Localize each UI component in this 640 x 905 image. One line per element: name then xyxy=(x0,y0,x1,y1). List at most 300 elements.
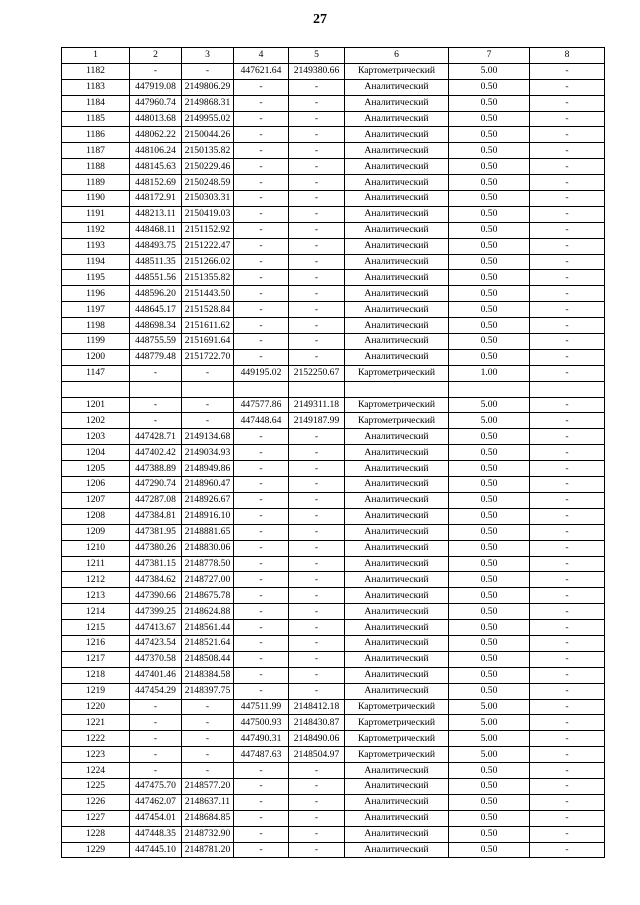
y-coord-alt-cell: - xyxy=(289,778,345,794)
method-cell: Аналитический xyxy=(345,302,449,318)
method-cell: Аналитический xyxy=(345,349,449,365)
accuracy-cell: 0.50 xyxy=(449,429,530,445)
method-cell: Аналитический xyxy=(345,143,449,159)
table-row xyxy=(62,270,605,286)
point-number-cell: 1182 xyxy=(62,63,130,79)
y-coord-cell: 2150135.82 xyxy=(182,143,234,159)
x-coord-alt-cell: - xyxy=(234,667,289,683)
y-coord-cell: 2148778.50 xyxy=(182,556,234,572)
table-row xyxy=(62,699,605,715)
y-coord-cell: 2151266.02 xyxy=(182,254,234,270)
accuracy-cell: 0.50 xyxy=(449,334,530,350)
y-coord-cell: - xyxy=(182,731,234,747)
y-coord-alt-cell: - xyxy=(289,810,345,826)
accuracy-cell: 0.50 xyxy=(449,763,530,779)
accuracy-cell: 0.50 xyxy=(449,206,530,222)
note-cell: - xyxy=(530,206,605,222)
y-coord-alt-cell: 2149187.99 xyxy=(289,413,345,429)
point-number-cell: 1210 xyxy=(62,540,130,556)
y-coord-alt-cell: - xyxy=(289,842,345,858)
y-coord-alt-cell: - xyxy=(289,651,345,667)
x-coord-cell: 447454.01 xyxy=(130,810,182,826)
point-number-cell: 1207 xyxy=(62,492,130,508)
x-coord-cell: 447399.25 xyxy=(130,604,182,620)
point-number-cell: 1184 xyxy=(62,95,130,111)
accuracy-cell: 0.50 xyxy=(449,778,530,794)
x-coord-alt-cell: - xyxy=(234,635,289,651)
x-coord-cell: 448062.22 xyxy=(130,127,182,143)
table-row xyxy=(62,763,605,779)
y-coord-cell: - xyxy=(182,763,234,779)
y-coord-cell: 2151611.62 xyxy=(182,318,234,334)
method-cell: Аналитический xyxy=(345,270,449,286)
table-row xyxy=(62,556,605,572)
note-cell: - xyxy=(530,445,605,461)
y-coord-alt-cell xyxy=(289,381,345,397)
x-coord-cell: 447384.62 xyxy=(130,572,182,588)
table-row xyxy=(62,95,605,111)
accuracy-cell: 0.50 xyxy=(449,222,530,238)
x-coord-cell: 447448.35 xyxy=(130,826,182,842)
note-cell: - xyxy=(530,699,605,715)
note-cell: - xyxy=(530,63,605,79)
method-cell: Аналитический xyxy=(345,540,449,556)
x-coord-alt-cell: - xyxy=(234,620,289,636)
method-cell: Картометрический xyxy=(345,397,449,413)
table-row xyxy=(62,413,605,429)
y-coord-cell: 2148926.67 xyxy=(182,492,234,508)
y-coord-cell: 2149806.29 xyxy=(182,79,234,95)
note-cell: - xyxy=(530,254,605,270)
y-coord-cell: 2148960.47 xyxy=(182,477,234,493)
note-cell: - xyxy=(530,492,605,508)
method-cell: Аналитический xyxy=(345,175,449,191)
header-cell: 3 xyxy=(182,48,234,64)
method-cell: Аналитический xyxy=(345,254,449,270)
point-number-cell: 1203 xyxy=(62,429,130,445)
note-cell: - xyxy=(530,79,605,95)
x-coord-cell: 447401.46 xyxy=(130,667,182,683)
x-coord-alt-cell: - xyxy=(234,604,289,620)
method-cell: Аналитический xyxy=(345,318,449,334)
point-number-cell: 1223 xyxy=(62,747,130,763)
note-cell: - xyxy=(530,715,605,731)
table-row xyxy=(62,254,605,270)
point-number-cell: 1183 xyxy=(62,79,130,95)
x-coord-alt-cell xyxy=(234,381,289,397)
y-coord-cell: 2151443.50 xyxy=(182,286,234,302)
y-coord-cell: 2150229.46 xyxy=(182,159,234,175)
method-cell: Аналитический xyxy=(345,159,449,175)
x-coord-alt-cell: 447490.31 xyxy=(234,731,289,747)
y-coord-alt-cell: - xyxy=(289,95,345,111)
table-row xyxy=(62,667,605,683)
x-coord-alt-cell: - xyxy=(234,445,289,461)
table-row xyxy=(62,477,605,493)
accuracy-cell: 0.50 xyxy=(449,318,530,334)
page-number: 27 xyxy=(313,12,327,27)
note-cell: - xyxy=(530,731,605,747)
table-row xyxy=(62,175,605,191)
y-coord-cell: 2148577.20 xyxy=(182,778,234,794)
x-coord-alt-cell: - xyxy=(234,763,289,779)
note-cell: - xyxy=(530,635,605,651)
table-row xyxy=(62,429,605,445)
x-coord-cell: 448145.63 xyxy=(130,159,182,175)
method-cell: Картометрический xyxy=(345,365,449,381)
x-coord-alt-cell: - xyxy=(234,810,289,826)
accuracy-cell: 1.00 xyxy=(449,365,530,381)
method-cell: Аналитический xyxy=(345,778,449,794)
y-coord-cell: - xyxy=(182,747,234,763)
accuracy-cell: 0.50 xyxy=(449,191,530,207)
header-cell: 7 xyxy=(449,48,530,64)
y-coord-cell: 2148675.78 xyxy=(182,588,234,604)
method-cell: Аналитический xyxy=(345,683,449,699)
table-row xyxy=(62,397,605,413)
note-cell: - xyxy=(530,842,605,858)
x-coord-cell: 447423.54 xyxy=(130,635,182,651)
note-cell: - xyxy=(530,413,605,429)
accuracy-cell: 0.50 xyxy=(449,238,530,254)
note-cell: - xyxy=(530,397,605,413)
point-number-cell: 1185 xyxy=(62,111,130,127)
method-cell: Аналитический xyxy=(345,556,449,572)
accuracy-cell: 0.50 xyxy=(449,270,530,286)
note-cell: - xyxy=(530,588,605,604)
table-row xyxy=(62,127,605,143)
point-number-cell: 1218 xyxy=(62,667,130,683)
accuracy-cell: 5.00 xyxy=(449,699,530,715)
method-cell: Аналитический xyxy=(345,492,449,508)
x-coord-alt-cell: - xyxy=(234,95,289,111)
table-row xyxy=(62,63,605,79)
table-header-row xyxy=(62,48,605,64)
x-coord-cell: 447475.70 xyxy=(130,778,182,794)
method-cell: Аналитический xyxy=(345,794,449,810)
table-body xyxy=(62,63,605,858)
x-coord-cell: 447462.07 xyxy=(130,794,182,810)
note-cell: - xyxy=(530,477,605,493)
method-cell: Картометрический xyxy=(345,63,449,79)
point-number-cell: 1147 xyxy=(62,365,130,381)
x-coord-cell: 447290.74 xyxy=(130,477,182,493)
accuracy-cell: 0.50 xyxy=(449,842,530,858)
accuracy-cell: 0.50 xyxy=(449,95,530,111)
y-coord-alt-cell: - xyxy=(289,794,345,810)
note-cell: - xyxy=(530,111,605,127)
point-number-cell: 1191 xyxy=(62,206,130,222)
y-coord-cell: 2148949.86 xyxy=(182,461,234,477)
note-cell: - xyxy=(530,429,605,445)
x-coord-cell: 448493.75 xyxy=(130,238,182,254)
y-coord-cell: - xyxy=(182,413,234,429)
x-coord-cell: 447919.08 xyxy=(130,79,182,95)
x-coord-alt-cell: - xyxy=(234,206,289,222)
y-coord-cell: 2148384.58 xyxy=(182,667,234,683)
table-row xyxy=(62,747,605,763)
accuracy-cell: 5.00 xyxy=(449,747,530,763)
y-coord-alt-cell: - xyxy=(289,556,345,572)
header-cell: 4 xyxy=(234,48,289,64)
table-row xyxy=(62,731,605,747)
x-coord-cell: 447454.29 xyxy=(130,683,182,699)
header-cell: 6 xyxy=(345,48,449,64)
x-coord-alt-cell: 447500.93 xyxy=(234,715,289,731)
y-coord-alt-cell: - xyxy=(289,79,345,95)
y-coord-cell: 2150419.03 xyxy=(182,206,234,222)
point-number-cell: 1225 xyxy=(62,778,130,794)
note-cell: - xyxy=(530,524,605,540)
y-coord-cell: 2149134.68 xyxy=(182,429,234,445)
accuracy-cell: 0.50 xyxy=(449,254,530,270)
x-coord-alt-cell: - xyxy=(234,842,289,858)
y-coord-alt-cell: 2149380.66 xyxy=(289,63,345,79)
y-coord-alt-cell: - xyxy=(289,143,345,159)
point-number-cell xyxy=(62,381,130,397)
accuracy-cell: 0.50 xyxy=(449,810,530,826)
method-cell: Аналитический xyxy=(345,79,449,95)
x-coord-alt-cell: 449195.02 xyxy=(234,365,289,381)
table-row xyxy=(62,572,605,588)
note-cell: - xyxy=(530,620,605,636)
x-coord-cell: - xyxy=(130,413,182,429)
x-coord-cell: - xyxy=(130,699,182,715)
point-number-cell: 1194 xyxy=(62,254,130,270)
x-coord-alt-cell: 447511.99 xyxy=(234,699,289,715)
method-cell: Аналитический xyxy=(345,810,449,826)
point-number-cell: 1193 xyxy=(62,238,130,254)
note-cell xyxy=(530,381,605,397)
point-number-cell: 1186 xyxy=(62,127,130,143)
accuracy-cell: 5.00 xyxy=(449,413,530,429)
table-row xyxy=(62,778,605,794)
y-coord-alt-cell: - xyxy=(289,635,345,651)
note-cell: - xyxy=(530,810,605,826)
note-cell: - xyxy=(530,365,605,381)
method-cell: Аналитический xyxy=(345,461,449,477)
x-coord-cell: 447370.58 xyxy=(130,651,182,667)
x-coord-cell: 447960.74 xyxy=(130,95,182,111)
y-coord-cell: 2148624.88 xyxy=(182,604,234,620)
x-coord-alt-cell: - xyxy=(234,349,289,365)
header-cell: 8 xyxy=(530,48,605,64)
y-coord-cell: 2148781.20 xyxy=(182,842,234,858)
y-coord-cell xyxy=(182,381,234,397)
method-cell: Аналитический xyxy=(345,524,449,540)
y-coord-cell: 2148732.90 xyxy=(182,826,234,842)
y-coord-cell: - xyxy=(182,715,234,731)
accuracy-cell: 0.50 xyxy=(449,572,530,588)
accuracy-cell: 0.50 xyxy=(449,794,530,810)
y-coord-alt-cell: - xyxy=(289,159,345,175)
accuracy-cell: 0.50 xyxy=(449,667,530,683)
x-coord-alt-cell: - xyxy=(234,127,289,143)
accuracy-cell: 0.50 xyxy=(449,604,530,620)
method-cell: Картометрический xyxy=(345,699,449,715)
x-coord-alt-cell: - xyxy=(234,302,289,318)
point-number-cell: 1196 xyxy=(62,286,130,302)
point-number-cell: 1206 xyxy=(62,477,130,493)
x-coord-alt-cell: - xyxy=(234,222,289,238)
y-coord-cell: 2149955.02 xyxy=(182,111,234,127)
x-coord-cell: 447380.26 xyxy=(130,540,182,556)
point-number-cell: 1201 xyxy=(62,397,130,413)
accuracy-cell: 0.50 xyxy=(449,524,530,540)
x-coord-cell: 447445.10 xyxy=(130,842,182,858)
table-row xyxy=(62,794,605,810)
y-coord-cell: 2151222.47 xyxy=(182,238,234,254)
y-coord-alt-cell: - xyxy=(289,683,345,699)
point-number-cell: 1226 xyxy=(62,794,130,810)
y-coord-cell: 2151691.64 xyxy=(182,334,234,350)
table-row xyxy=(62,842,605,858)
accuracy-cell: 0.50 xyxy=(449,111,530,127)
method-cell: Аналитический xyxy=(345,95,449,111)
table-row xyxy=(62,143,605,159)
point-number-cell: 1214 xyxy=(62,604,130,620)
table-row xyxy=(62,604,605,620)
x-coord-alt-cell: 447448.64 xyxy=(234,413,289,429)
accuracy-cell: 0.50 xyxy=(449,175,530,191)
table-row xyxy=(62,318,605,334)
y-coord-cell: 2149034.93 xyxy=(182,445,234,461)
y-coord-cell: 2151722.70 xyxy=(182,349,234,365)
x-coord-alt-cell: - xyxy=(234,334,289,350)
point-number-cell: 1224 xyxy=(62,763,130,779)
y-coord-cell: 2148727.00 xyxy=(182,572,234,588)
accuracy-cell: 0.50 xyxy=(449,620,530,636)
y-coord-alt-cell: 2148504.97 xyxy=(289,747,345,763)
table-row xyxy=(62,111,605,127)
y-coord-cell: - xyxy=(182,397,234,413)
method-cell: Аналитический xyxy=(345,508,449,524)
y-coord-alt-cell: - xyxy=(289,588,345,604)
point-number-cell: 1204 xyxy=(62,445,130,461)
x-coord-alt-cell: - xyxy=(234,143,289,159)
y-coord-alt-cell: - xyxy=(289,191,345,207)
y-coord-alt-cell: - xyxy=(289,763,345,779)
method-cell: Аналитический xyxy=(345,604,449,620)
y-coord-alt-cell: - xyxy=(289,477,345,493)
note-cell: - xyxy=(530,286,605,302)
point-number-cell: 1213 xyxy=(62,588,130,604)
point-number-cell: 1211 xyxy=(62,556,130,572)
x-coord-cell: 447402.42 xyxy=(130,445,182,461)
accuracy-cell: 0.50 xyxy=(449,826,530,842)
x-coord-cell: - xyxy=(130,365,182,381)
point-number-cell: 1229 xyxy=(62,842,130,858)
method-cell xyxy=(345,381,449,397)
method-cell: Аналитический xyxy=(345,191,449,207)
x-coord-alt-cell: - xyxy=(234,826,289,842)
point-number-cell: 1222 xyxy=(62,731,130,747)
x-coord-alt-cell: - xyxy=(234,159,289,175)
table-row xyxy=(62,302,605,318)
x-coord-cell: - xyxy=(130,731,182,747)
x-coord-alt-cell: - xyxy=(234,477,289,493)
point-number-cell: 1208 xyxy=(62,508,130,524)
x-coord-cell: 447384.81 xyxy=(130,508,182,524)
accuracy-cell: 0.50 xyxy=(449,143,530,159)
method-cell: Аналитический xyxy=(345,763,449,779)
point-number-cell: 1190 xyxy=(62,191,130,207)
accuracy-cell: 0.50 xyxy=(449,477,530,493)
y-coord-cell: 2148561.44 xyxy=(182,620,234,636)
note-cell: - xyxy=(530,349,605,365)
y-coord-alt-cell: - xyxy=(289,318,345,334)
x-coord-cell: 447381.95 xyxy=(130,524,182,540)
x-coord-cell: - xyxy=(130,397,182,413)
y-coord-alt-cell: - xyxy=(289,826,345,842)
table-row xyxy=(62,461,605,477)
method-cell: Аналитический xyxy=(345,620,449,636)
table-row xyxy=(62,635,605,651)
y-coord-alt-cell: - xyxy=(289,508,345,524)
table-row xyxy=(62,715,605,731)
y-coord-alt-cell: - xyxy=(289,334,345,350)
x-coord-cell: 448596.20 xyxy=(130,286,182,302)
y-coord-cell: 2151355.82 xyxy=(182,270,234,286)
y-coord-alt-cell: - xyxy=(289,349,345,365)
note-cell: - xyxy=(530,794,605,810)
point-number-cell: 1198 xyxy=(62,318,130,334)
point-number-cell: 1209 xyxy=(62,524,130,540)
x-coord-alt-cell: - xyxy=(234,651,289,667)
table-row xyxy=(62,79,605,95)
accuracy-cell: 0.50 xyxy=(449,492,530,508)
x-coord-cell: 447381.15 xyxy=(130,556,182,572)
note-cell: - xyxy=(530,159,605,175)
y-coord-cell: 2148684.85 xyxy=(182,810,234,826)
x-coord-alt-cell: 447487.63 xyxy=(234,747,289,763)
x-coord-cell: 447287.08 xyxy=(130,492,182,508)
y-coord-alt-cell: - xyxy=(289,461,345,477)
x-coord-cell xyxy=(130,381,182,397)
x-coord-alt-cell: - xyxy=(234,191,289,207)
x-coord-alt-cell: - xyxy=(234,429,289,445)
x-coord-alt-cell: 447577.86 xyxy=(234,397,289,413)
x-coord-alt-cell: - xyxy=(234,111,289,127)
y-coord-cell: - xyxy=(182,699,234,715)
x-coord-cell: 447413.67 xyxy=(130,620,182,636)
y-coord-cell: 2148916.10 xyxy=(182,508,234,524)
x-coord-cell: - xyxy=(130,763,182,779)
y-coord-alt-cell: - xyxy=(289,302,345,318)
point-number-cell: 1202 xyxy=(62,413,130,429)
x-coord-cell: 448106.24 xyxy=(130,143,182,159)
method-cell: Аналитический xyxy=(345,572,449,588)
y-coord-alt-cell: - xyxy=(289,206,345,222)
point-number-cell: 1192 xyxy=(62,222,130,238)
x-coord-cell: 448755.59 xyxy=(130,334,182,350)
x-coord-alt-cell: - xyxy=(234,254,289,270)
method-cell: Аналитический xyxy=(345,429,449,445)
x-coord-cell: 448213.11 xyxy=(130,206,182,222)
y-coord-cell: 2148397.75 xyxy=(182,683,234,699)
note-cell: - xyxy=(530,747,605,763)
point-number-cell: 1189 xyxy=(62,175,130,191)
y-coord-alt-cell: - xyxy=(289,492,345,508)
x-coord-alt-cell: - xyxy=(234,79,289,95)
point-number-cell: 1228 xyxy=(62,826,130,842)
method-cell: Картометрический xyxy=(345,747,449,763)
note-cell: - xyxy=(530,461,605,477)
method-cell: Аналитический xyxy=(345,667,449,683)
x-coord-alt-cell: - xyxy=(234,492,289,508)
point-number-cell: 1216 xyxy=(62,635,130,651)
table-row xyxy=(62,445,605,461)
